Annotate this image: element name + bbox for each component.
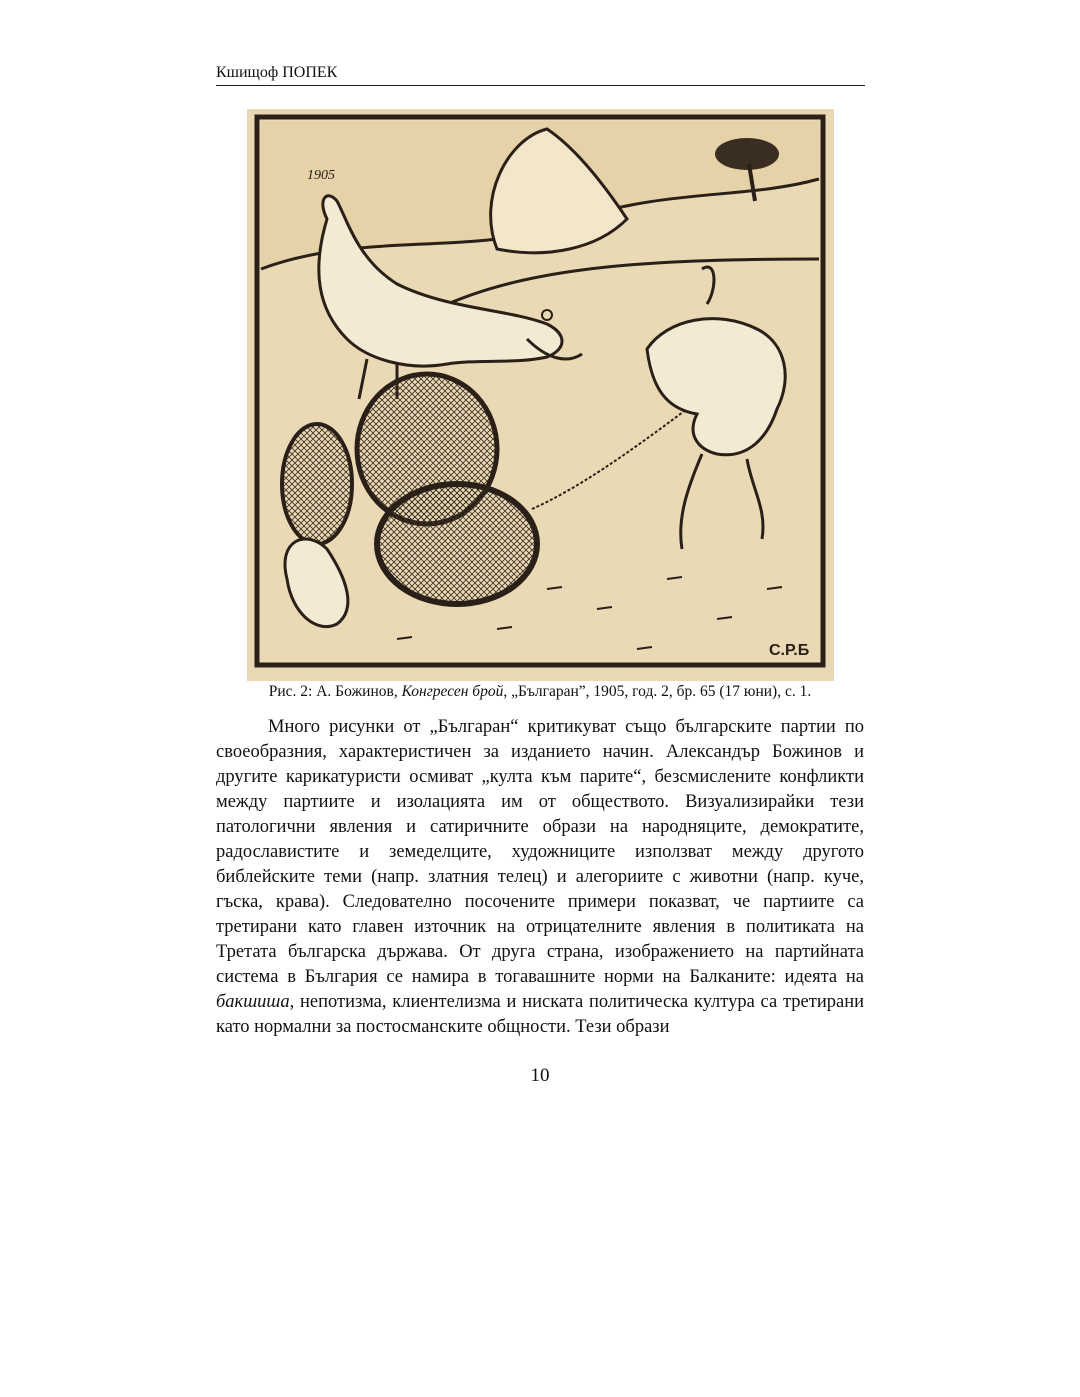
header-rule <box>216 85 865 86</box>
body-text <box>216 715 864 1040</box>
caption-prefix: Рис. 2: А. Божинов, <box>268 683 402 700</box>
running-head: Кшищоф ПОПЕК <box>216 64 338 81</box>
paragraph-part-1: Много рисунки от „Българан“ критикуват също българските партии по своеобразния, характеристичен за изданието начин. Александър Божинов и другите карикатуристи осмиват „култа към парите“, безсмислените конфликти между партиите и изолацията им от обществото. Визуализирайки тези патологични явления и сатиричните образи на народняците, демократите, радославистите и земеделците, художниците използват между другото библейските теми (напр. златния телец) и алегориите с животни (напр. куче, гъска, крава). Следователно посочените примери показват, че партиите са третирани като главен източник на отрицателните явления в политиката на Третата българска държава. От друга страна, изображението на партийната система в България се намира в тогавашните норми на Балканите: идеята на <box>216 717 864 987</box>
monogram: С.Р.Б <box>769 642 810 659</box>
figure-cartoon <box>247 109 834 681</box>
signature-year: 1905 <box>307 168 335 183</box>
page-number: 10 <box>530 1065 550 1086</box>
cartoon-illustration <box>247 109 834 681</box>
caption-title: Конгресен брой <box>401 683 504 700</box>
caption-suffix: , „Българан”, 1905, год. 2, бр. 65 (17 юни), с. 1. <box>503 683 812 700</box>
italic-term: бакшиша <box>216 992 290 1012</box>
paragraph-part-2: , непотизма, клиентелизма и ниската политическа култура са третирани като нормални за постосманските общности. Тези образи <box>216 992 864 1037</box>
paragraph <box>216 715 864 1040</box>
figure-caption <box>216 682 864 702</box>
